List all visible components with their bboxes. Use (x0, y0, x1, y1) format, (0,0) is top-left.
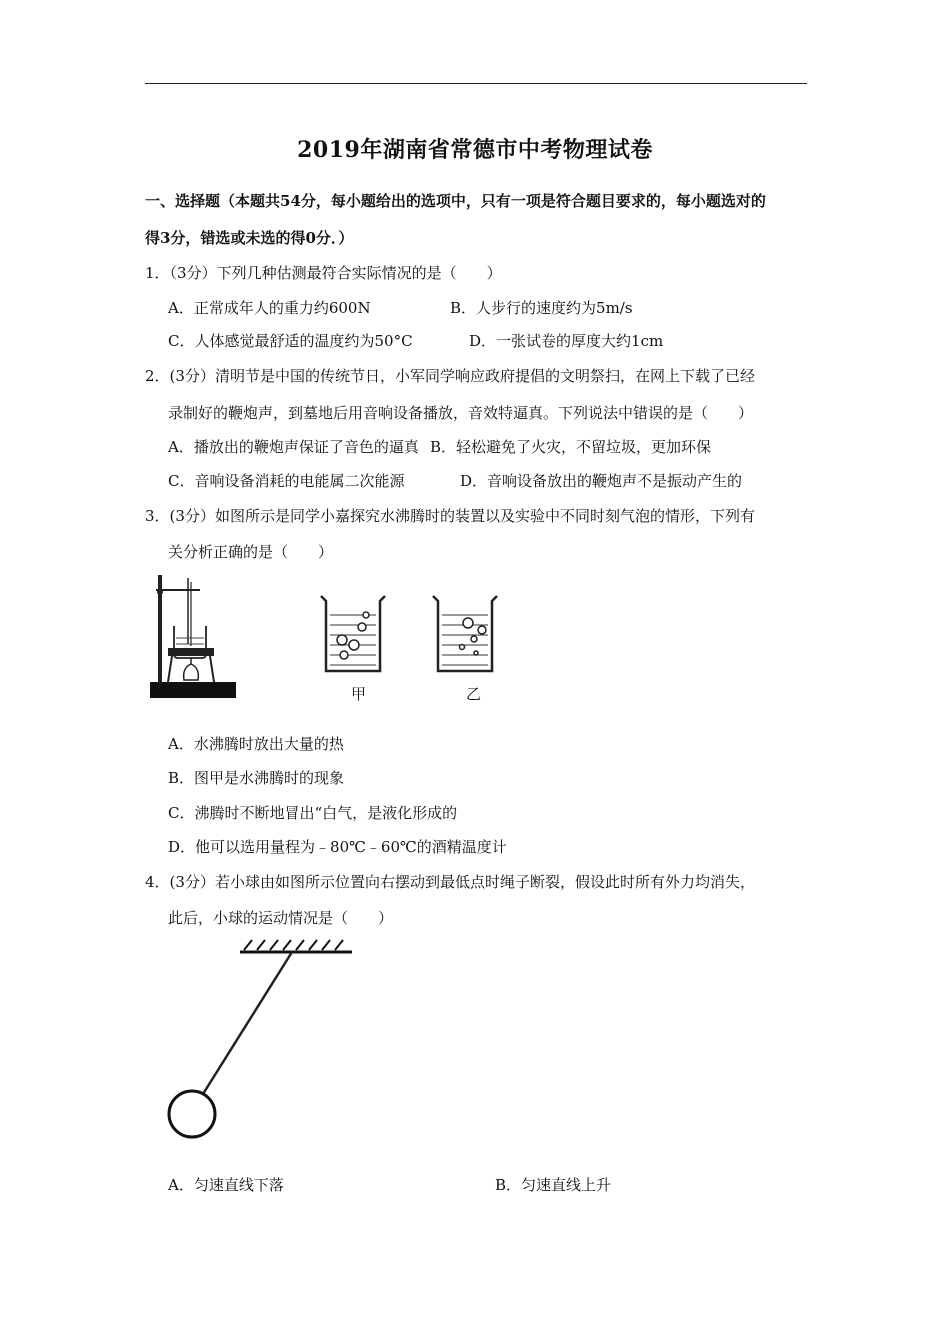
question-2-option-c: C．音响设备消耗的电能属二次能源 (168, 472, 405, 490)
question-4-stem-line-2: 此后，小球的运动情况是（ ） (168, 909, 394, 927)
question-2-stem-line-2: 录制好的鞭炮声，到墓地后用音响设备播放，音效特逼真。下列说法中错误的是（ ） (168, 404, 754, 422)
question-3-stem-line-1: 3．(3分）如图所示是同学小嘉探究水沸腾时的装置以及实验中不同时刻气泡的情形，下列有 (145, 507, 755, 525)
question-1-option-a: A．正常成年人的重力约600N (168, 299, 371, 317)
question-4-option-b: B．匀速直线上升 (495, 1176, 612, 1194)
figure-label-yi: 乙 (466, 685, 482, 703)
section-heading-line-1: 一、选择题（本题共54分，每小题给出的选项中，只有一项是符合题目要求的，每小题选对的 (145, 192, 766, 210)
section-heading-line-2: 得3分，错选或未选的得0分．） (145, 229, 354, 247)
question-3-option-c: C．沸腾时不断地冒出“白气，是液化形成的 (168, 804, 458, 822)
beaker-jia-figure (318, 593, 388, 683)
question-2-option-d: D．音响设备放出的鞭炮声不是振动产生的 (460, 472, 743, 490)
page-title: 2019年湖南省常德市中考物理试卷 (297, 137, 653, 163)
boiling-apparatus-figure (148, 572, 240, 702)
question-3-option-d: D．他可以选用量程为﹣80℃﹣60℃的酒精温度计 (168, 838, 507, 856)
question-1-option-c: C．人体感觉最舒适的温度约为50°C (168, 332, 413, 350)
question-1-option-d: D．一张试卷的厚度大约1cm (469, 332, 664, 350)
question-3-option-b: B．图甲是水沸腾时的现象 (168, 769, 345, 787)
figure-label-jia: 甲 (351, 685, 367, 703)
question-1-stem: 1．（3分）下列几种估测最符合实际情况的是（ ） (145, 264, 502, 282)
question-2-option-a: A．播放出的鞭炮声保证了音色的逼真 (168, 438, 419, 456)
beaker-yi-figure (430, 593, 500, 683)
question-2-stem-line-1: 2．(3分）清明节是中国的传统节日，小军同学响应政府提倡的文明祭扫，在网上下载了已经 (145, 367, 755, 385)
question-3-option-a: A．水沸腾时放出大量的热 (168, 735, 344, 753)
question-3-stem-line-2: 关分析正确的是（ ） (168, 543, 334, 561)
header-rule (145, 83, 807, 84)
question-1-option-b: B．人步行的速度约为5m/s (450, 299, 633, 317)
pendulum-figure (160, 936, 360, 1146)
question-2-option-b: B．轻松避免了火灾，不留垃圾，更加环保 (430, 438, 712, 456)
question-4-option-a: A．匀速直线下落 (168, 1176, 284, 1194)
question-4-stem-line-1: 4．(3分）若小球由如图所示位置向右摆动到最低点时绳子断裂，假设此时所有外力均消失， (145, 873, 755, 891)
